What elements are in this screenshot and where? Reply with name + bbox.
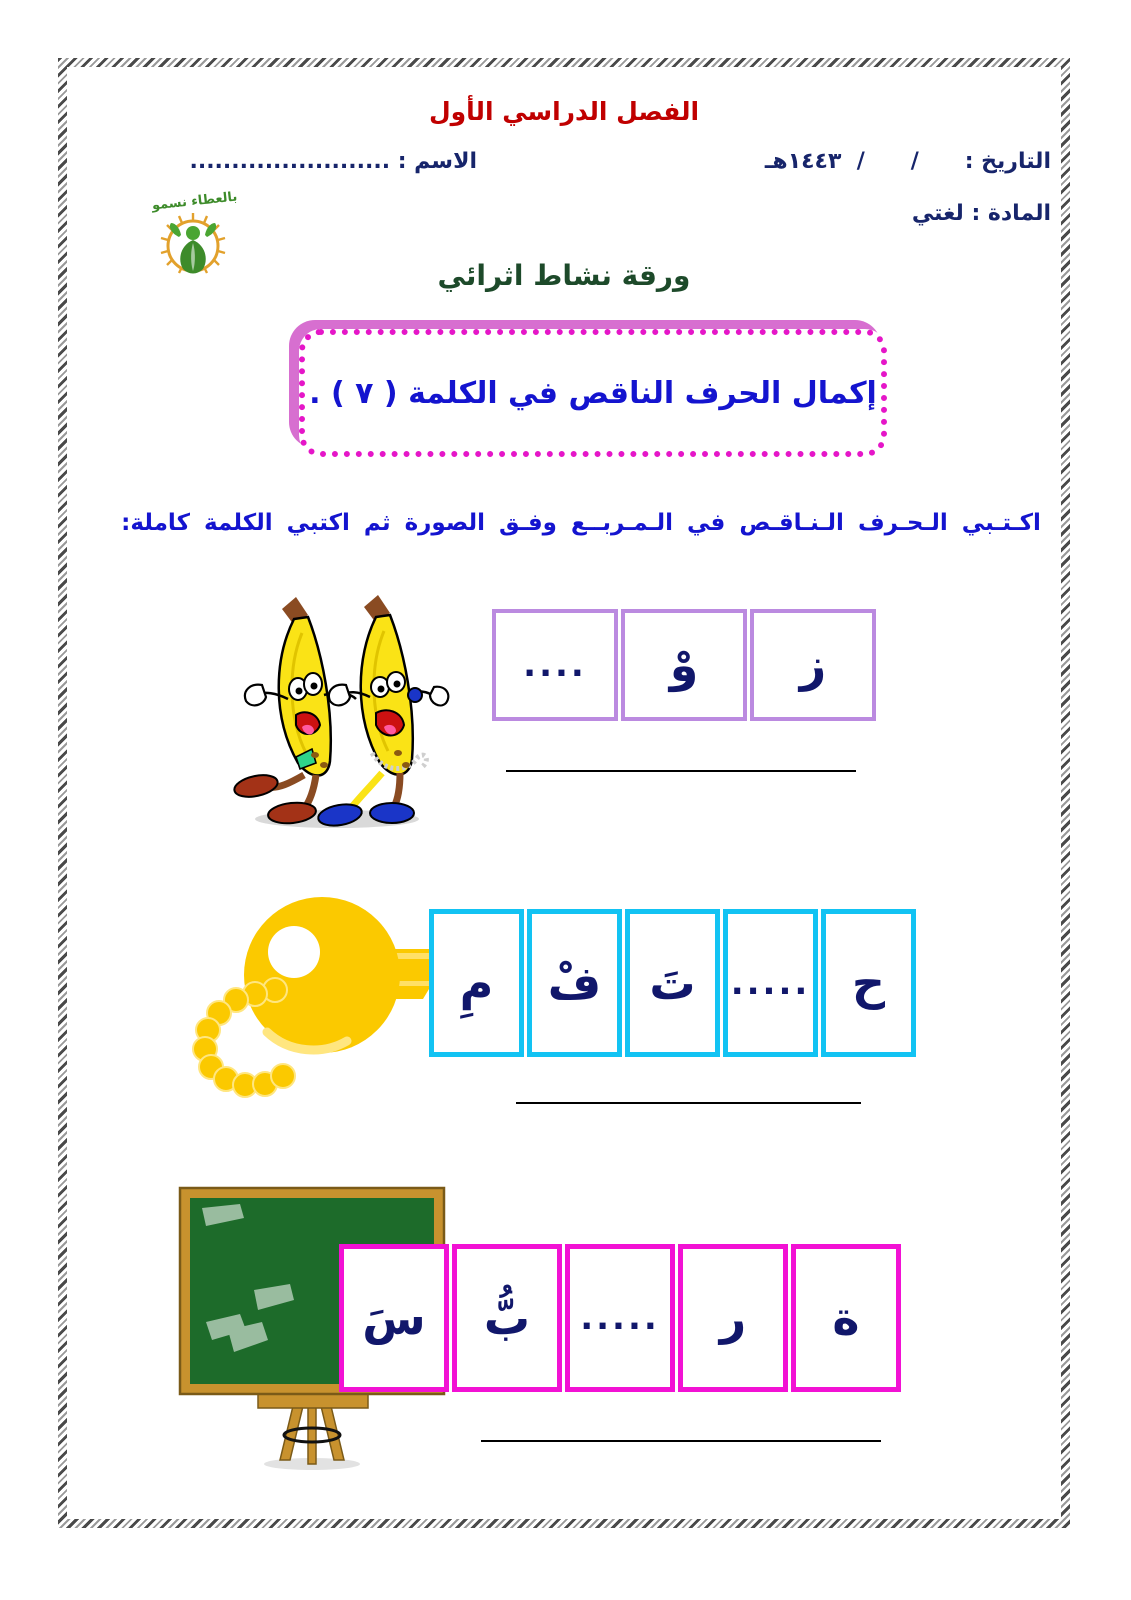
letter-cell-text: ..... <box>580 1298 660 1338</box>
letter-cell <box>791 1244 901 1392</box>
date-field-label: التاريخ : / / ١٤٤٣هـ <box>764 149 1051 174</box>
title-box <box>299 329 887 457</box>
letter-cell-text: سَ <box>362 1291 426 1345</box>
answer-write-line[interactable] <box>516 1102 861 1104</box>
exercise-row-1 <box>67 557 1061 807</box>
bananas-image <box>212 567 452 837</box>
letter-cell <box>621 609 747 721</box>
letter-cell <box>452 1244 562 1392</box>
letter-cell <box>750 609 876 721</box>
logo-text: بالعطاء نسمو <box>151 189 239 214</box>
letter-cell <box>527 909 622 1057</box>
letter-cell[interactable] <box>723 909 818 1057</box>
word-boxes-1 <box>489 609 876 721</box>
letter-cell-text: ز <box>799 638 827 692</box>
letter-cell-text: فْ <box>547 956 602 1010</box>
page-border-frame <box>58 58 1070 1528</box>
answer-write-line[interactable] <box>481 1440 881 1442</box>
subject-field-label: المادة : لغتي <box>911 201 1051 226</box>
exercise-row-3 <box>67 1162 1061 1472</box>
letter-cell <box>678 1244 788 1392</box>
letter-cell <box>625 909 720 1057</box>
activity-kind-title: ورقة نشاط اثرائي <box>437 259 691 292</box>
letter-cell <box>429 909 524 1057</box>
semester-label: الفصل الدراسي الأول <box>428 97 700 126</box>
letter-cell <box>821 909 916 1057</box>
letter-cell-text: ح <box>851 956 886 1010</box>
worksheet-page <box>67 67 1061 1519</box>
letter-cell-text: ر <box>719 1291 747 1345</box>
letter-cell[interactable] <box>492 609 618 721</box>
letter-cell-text: بُّ <box>483 1291 531 1345</box>
letter-cell-text: مِ <box>459 956 494 1010</box>
word-boxes-2 <box>426 909 916 1057</box>
letter-cell-text: .... <box>523 645 587 685</box>
letter-cell[interactable] <box>565 1244 675 1392</box>
answer-write-line[interactable] <box>506 770 856 772</box>
letter-cell-text: ة <box>832 1291 860 1345</box>
instruction-text: اكـتـبي الـحـرف الـنـاقـص في الـمـربــع وفـق الصورة ثم اكتبي الكلمة كاملة: <box>121 510 1041 536</box>
worksheet-title: إكمال الحرف الناقص في الكلمة ( ٧ ) . <box>309 375 877 411</box>
letter-cell <box>339 1244 449 1392</box>
student-name-field-label: الاسم : ........................ <box>189 149 477 174</box>
exercise-row-2 <box>67 837 1061 1127</box>
letter-cell-text: ..... <box>730 963 811 1003</box>
letter-cell-text: وْ <box>669 638 699 692</box>
word-boxes-3 <box>336 1244 901 1392</box>
letter-cell-text: تَ <box>649 956 696 1010</box>
